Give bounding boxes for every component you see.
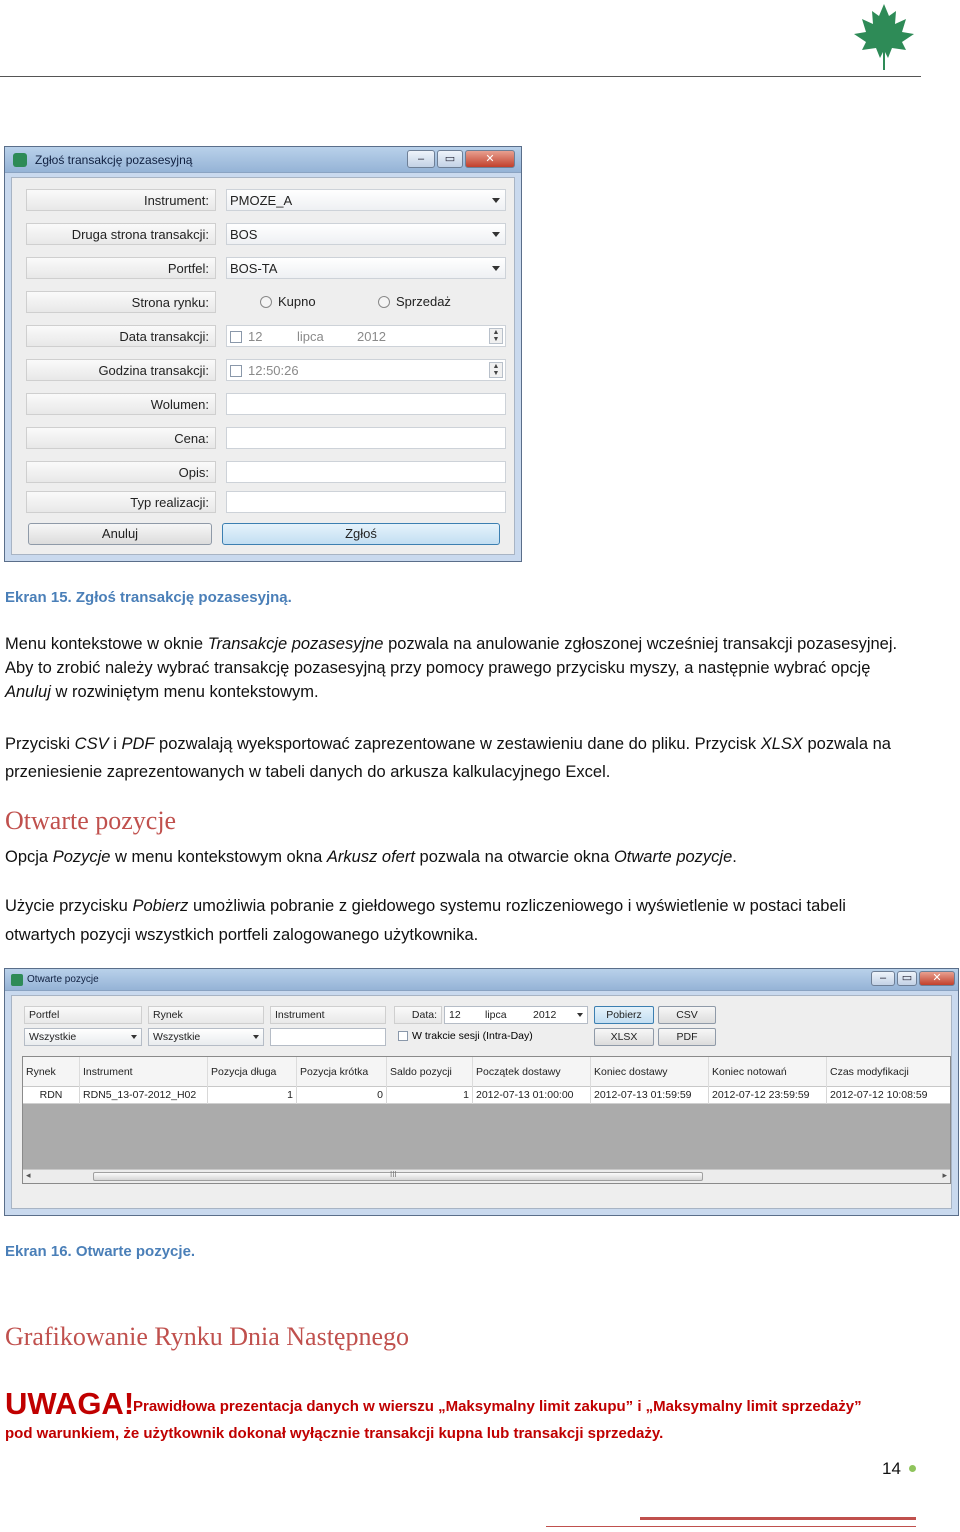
dialog-client-area [11, 995, 952, 1209]
warning-line-2: pod warunkiem, że użytkownik dokonał wyłącznie transakcji kupna lub transakcji sprzedaży. [5, 1425, 664, 1442]
market-filter-select[interactable] [148, 1028, 264, 1046]
portfolio-filter-value: Wszystkie [29, 1031, 77, 1043]
heading-next-day-market: Grafikowanie Rynku Dnia Następnego [5, 1322, 410, 1351]
maximize-icon[interactable]: ▭ [897, 971, 917, 986]
text-span: . [732, 848, 737, 866]
dialog-title: Zgłoś transakcję pozasesyjną [35, 153, 193, 167]
table-cell: 1 [208, 1087, 297, 1104]
dialog-titlebar [5, 147, 521, 173]
italic-span: CSV [74, 735, 109, 753]
counterparty-label: Druga strona transakcji: [26, 223, 216, 245]
trade-date-month: lipca [297, 329, 324, 344]
column-header[interactable]: Koniec notowań [709, 1057, 827, 1087]
italic-span: Pozycje [52, 848, 111, 866]
chevron-down-icon [253, 1035, 259, 1039]
table-cell: 2012-07-13 01:00:00 [473, 1087, 591, 1104]
instrument-label: Instrument: [26, 189, 216, 211]
trade-time-checkbox[interactable] [230, 365, 242, 377]
fetch-button[interactable]: Pobierz [594, 1006, 654, 1024]
intraday-toggle[interactable] [398, 1028, 594, 1046]
dialog-title: Otwarte pozycje [27, 974, 99, 985]
paragraph-export-buttons [5, 730, 905, 786]
table-cell: 2012-07-12 10:08:59 [830, 1089, 928, 1101]
text-span: Menu kontekstowe w oknie [5, 635, 208, 653]
market-side-label: Strona rynku: [26, 291, 216, 313]
exec-type-label: Typ realizacji: [26, 491, 216, 513]
caption-screen-15: Ekran 15. Zgłoś transakcję pozasesyjną. [5, 589, 292, 606]
instrument-select[interactable] [226, 189, 506, 211]
app-icon [11, 974, 23, 986]
text-span: w rozwiniętym menu kontekstowym. [50, 683, 319, 701]
sell-label: Sprzedaż [396, 294, 451, 309]
instrument-filter-input[interactable] [270, 1028, 386, 1046]
spinner-icon[interactable]: ▲ ▼ [489, 362, 503, 378]
trade-time-picker[interactable] [226, 359, 506, 381]
intraday-label: W trakcie sesji (Intra-Day) [412, 1030, 533, 1042]
paragraph-context-menu [5, 632, 905, 704]
xlsx-button[interactable]: XLSX [594, 1028, 654, 1046]
close-icon[interactable]: ✕ [919, 971, 955, 986]
italic-span: Anuluj [5, 683, 51, 701]
table-cell: RDN [23, 1087, 80, 1104]
column-header[interactable]: Czas modyfikacji [830, 1065, 909, 1078]
text-span: Użycie przycisku [5, 897, 133, 915]
market-side-row [26, 291, 506, 315]
column-header[interactable]: Pozycja długa [208, 1057, 297, 1087]
page-number: 14 [882, 1459, 901, 1478]
text-span: Opcja [5, 848, 53, 866]
date-filter-picker[interactable] [444, 1006, 588, 1024]
page-dot-icon [909, 1465, 916, 1472]
footer-rule-thin [546, 1526, 916, 1527]
caption-screen-16: Ekran 16. Otwarte pozycje. [5, 1243, 196, 1260]
maximize-icon[interactable]: ▭ [437, 150, 463, 168]
scroll-left-icon[interactable]: ◂ [26, 1170, 31, 1180]
horizontal-scrollbar[interactable] [23, 1169, 950, 1183]
csv-button[interactable]: CSV [658, 1006, 716, 1024]
radio-icon [260, 296, 272, 308]
header-rule [0, 76, 921, 77]
scroll-right-icon[interactable]: ▸ [942, 1170, 947, 1180]
buy-radio[interactable] [260, 291, 316, 312]
exec-type-row [26, 491, 506, 515]
heading-open-positions: Otwarte pozycje [5, 806, 177, 835]
positions-table [22, 1056, 951, 1184]
text-span: pozwalają wyeksportować zaprezentowane w zestawieniu dane do pliku. Przycisk [154, 735, 761, 753]
chevron-down-icon [492, 198, 500, 203]
app-icon [13, 153, 27, 167]
text-span: pozwala na anulowanie zgłoszonej wcześniej transakcji pozasesyjnej. Aby to zrobić należy wybrać transakcję pozasesyjną przy pomocy prawego przycisku myszy, a następnie wybrać opcję [5, 635, 898, 677]
radio-icon [378, 296, 390, 308]
table-cell: 2012-07-13 01:59:59 [591, 1087, 709, 1104]
date-filter-year: 2012 [533, 1009, 557, 1021]
minimize-icon[interactable]: – [407, 150, 435, 168]
counterparty-row [26, 223, 506, 247]
description-label: Opis: [26, 461, 216, 483]
chevron-down-icon [131, 1035, 137, 1039]
portfolio-filter-label: Portfel [24, 1006, 142, 1024]
portfolio-value: BOS-TA [230, 261, 278, 276]
column-header[interactable]: Rynek [23, 1057, 80, 1087]
table-cell: 2012-07-12 23:59:59 [709, 1087, 827, 1104]
italic-span: Arkusz ofert [326, 848, 415, 866]
footer-rule [640, 1517, 916, 1520]
trade-date-row [26, 325, 506, 349]
submit-button[interactable]: Zgłoś [222, 523, 500, 545]
instrument-row [26, 189, 506, 213]
scrollbar-thumb[interactable] [93, 1172, 703, 1181]
date-filter-label: Data: [394, 1006, 442, 1024]
italic-span: Transakcje pozasesyjne [207, 635, 384, 653]
instrument-filter-label: Instrument [270, 1006, 386, 1024]
trade-date-picker[interactable] [226, 325, 506, 347]
column-header[interactable]: Pozycja krótka [297, 1057, 387, 1087]
portfolio-row [26, 257, 506, 281]
market-side-options [226, 291, 506, 313]
price-label: Cena: [26, 427, 216, 449]
cancel-button[interactable]: Anuluj [28, 523, 212, 545]
description-input[interactable] [226, 461, 506, 483]
report-offsession-trade-dialog [4, 146, 522, 562]
counterparty-value: BOS [230, 227, 258, 242]
trade-time-label: Godzina transakcji: [26, 359, 216, 381]
table-cell: RDN5_13-07-2012_H02 [80, 1087, 208, 1104]
dialog-titlebar [5, 969, 958, 991]
text-span: pozwala na przeniesienie zaprezentowanych w tabeli danych do arkusza kalkulacyjnego Excel. [5, 735, 891, 781]
column-header[interactable]: Instrument [80, 1057, 208, 1087]
price-row [26, 427, 506, 451]
text-span: w menu kontekstowym okna [110, 848, 327, 866]
text-span: umożliwia pobranie z giełdowego systemu rozliczeniowego i wyświetlenie w postaci tabeli otwartych pozycji wszystkich portfeli zalogowanego użytkownika. [5, 897, 846, 944]
portfolio-label: Portfel: [26, 257, 216, 279]
trade-date-day: 12 [248, 329, 263, 344]
counterparty-select[interactable] [226, 223, 506, 245]
sell-radio[interactable] [378, 291, 451, 312]
chevron-down-icon [577, 1013, 583, 1017]
paragraph-fetch-button [5, 892, 905, 950]
text-span: Przyciski [5, 735, 75, 753]
table-header [23, 1057, 950, 1087]
trade-date-year: 2012 [357, 329, 386, 344]
maple-leaf-logo-icon [852, 2, 916, 72]
chevron-down-icon [492, 232, 500, 237]
intraday-checkbox[interactable] [398, 1031, 408, 1041]
close-icon[interactable]: ✕ [465, 150, 515, 168]
pdf-button[interactable]: PDF [658, 1028, 716, 1046]
warning-line-1: Prawidłowa prezentacja danych w wierszu „Maksymalny limit zakupu” i „Maksymalny limit sprzedaży” [133, 1398, 862, 1415]
trade-date-label: Data transakcji: [26, 325, 216, 347]
paragraph-positions-option [5, 845, 905, 869]
trade-time-row [26, 359, 506, 383]
warning-prefix: UWAGA! [5, 1386, 135, 1421]
italic-span: PDF [121, 735, 155, 753]
exec-type-input[interactable] [226, 491, 506, 513]
column-header[interactable]: Saldo pozycji [387, 1057, 473, 1087]
volume-label: Wolumen: [26, 393, 216, 415]
instrument-value: PMOZE_A [230, 193, 293, 208]
spinner-icon[interactable]: ▲ ▼ [489, 328, 503, 344]
italic-span: XLSX [760, 735, 803, 753]
volume-row [26, 393, 506, 417]
table-cell: 1 [387, 1087, 473, 1104]
trade-date-checkbox[interactable] [230, 331, 242, 343]
italic-span: Pobierz [132, 897, 189, 915]
market-filter-label: Rynek [148, 1006, 264, 1024]
buy-label: Kupno [278, 294, 316, 309]
portfolio-select[interactable] [226, 257, 506, 279]
open-positions-dialog [4, 968, 959, 1216]
table-cell: 0 [297, 1087, 387, 1104]
description-row [26, 461, 506, 485]
chevron-down-icon [492, 266, 500, 271]
scroll-grip: III [390, 1170, 397, 1179]
text-span: i [108, 735, 122, 753]
date-filter-month: lipca [485, 1009, 507, 1021]
column-header[interactable]: Koniec dostawy [591, 1057, 709, 1087]
table-row[interactable] [23, 1087, 950, 1104]
portfolio-filter-select[interactable] [24, 1028, 142, 1046]
volume-input[interactable] [226, 393, 506, 415]
price-input[interactable] [226, 427, 506, 449]
market-filter-value: Wszystkie [153, 1031, 201, 1043]
minimize-icon[interactable]: – [871, 971, 895, 986]
text-span: pozwala na otwarcie okna [414, 848, 614, 866]
italic-span: Otwarte pozycje [613, 848, 733, 866]
dialog-client-area [11, 177, 515, 555]
trade-time-value: 12:50:26 [248, 363, 299, 378]
column-header[interactable]: Początek dostawy [473, 1057, 591, 1087]
date-filter-day: 12 [449, 1009, 461, 1021]
